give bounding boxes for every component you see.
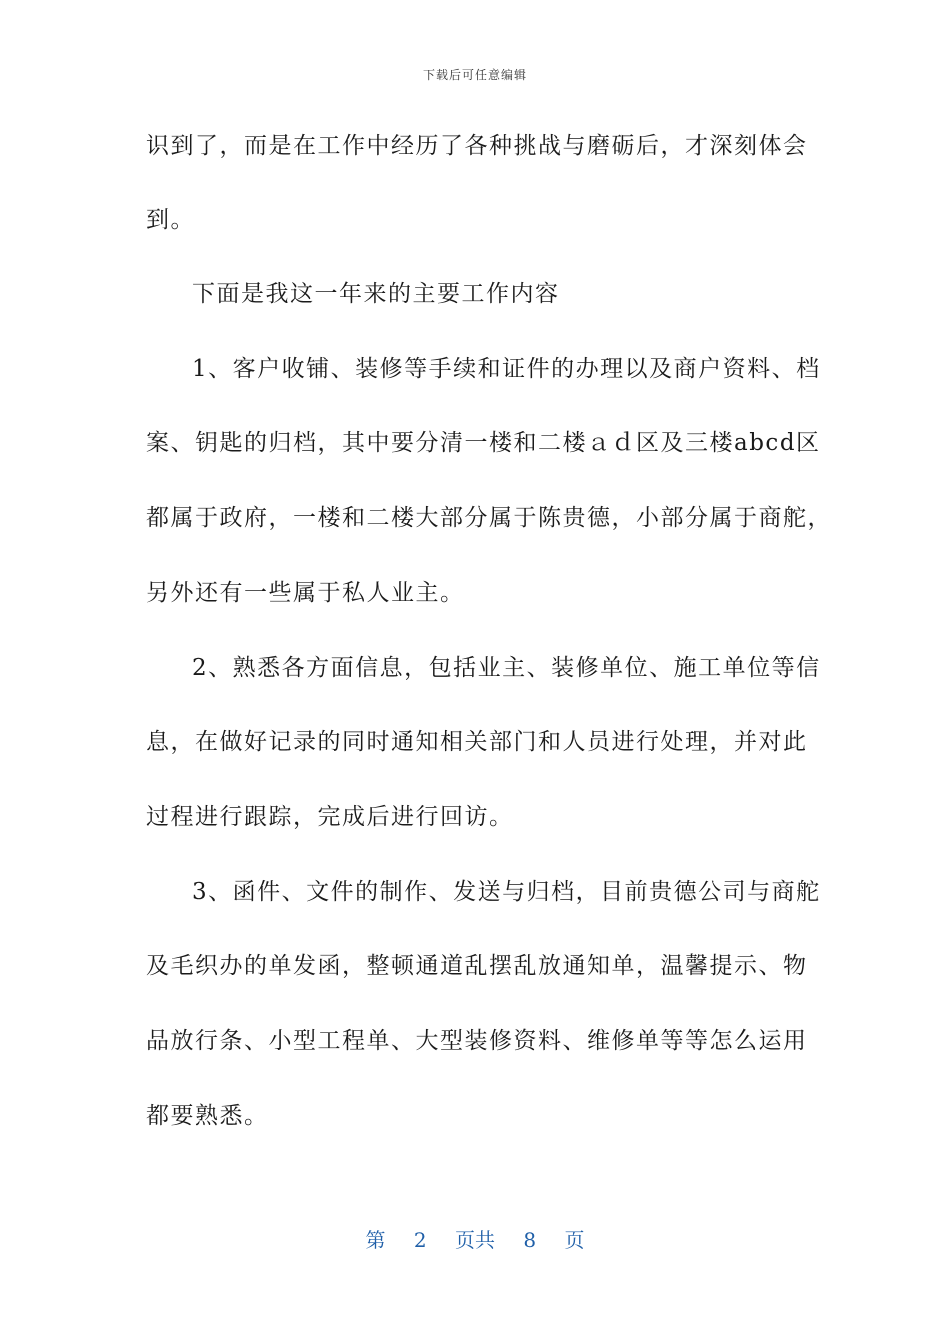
footer-prefix: 第	[365, 1228, 386, 1252]
body-line-1: 识到了，而是在工作中经历了各种挑战与磨砺后，才深刻体会	[146, 133, 808, 159]
page-footer	[0, 1224, 950, 1253]
body-line-8: 2、熟悉各方面信息，包括业主、装修单位、施工单位等信	[192, 655, 821, 681]
body-line-13: 品放行条、小型工程单、大型装修资料、维修单等等怎么运用	[146, 1028, 808, 1054]
body-line-9: 息，在做好记录的同时通知相关部门和人员进行处理，并对此	[146, 729, 808, 755]
footer-suffix: 页	[564, 1228, 585, 1252]
body-line-14: 都要熟悉。	[146, 1103, 269, 1129]
body-line-7: 另外还有一些属于私人业主。	[146, 580, 465, 606]
body-line-12: 及毛织办的单发函，整顿通道乱摆乱放通知单，温馨提示、物	[146, 953, 808, 979]
body-line-11: 3、函件、文件的制作、发送与归档，目前贵德公司与商舵	[192, 879, 821, 905]
body-line-6: 都属于政府，一楼和二楼大部分属于陈贵德，小部分属于商舵，	[146, 505, 832, 531]
body-line-10: 过程进行跟踪，完成后进行回访。	[146, 804, 514, 830]
body-line-4: 1、客户收铺、装修等手续和证件的办理以及商户资料、档	[192, 356, 821, 382]
page-header-note: 下载后可任意编辑	[422, 68, 527, 82]
body-line-2: 到。	[146, 207, 195, 233]
footer-total-pages: 8	[523, 1228, 537, 1252]
footer-mid: 页共	[455, 1228, 495, 1252]
body-line-5: 案、钥匙的归档，其中要分清一楼和二楼ａｄ区及三楼abcd区	[146, 430, 821, 456]
footer-current-page: 2	[413, 1228, 427, 1252]
body-line-3: 下面是我这一年来的主要工作内容	[192, 281, 560, 307]
